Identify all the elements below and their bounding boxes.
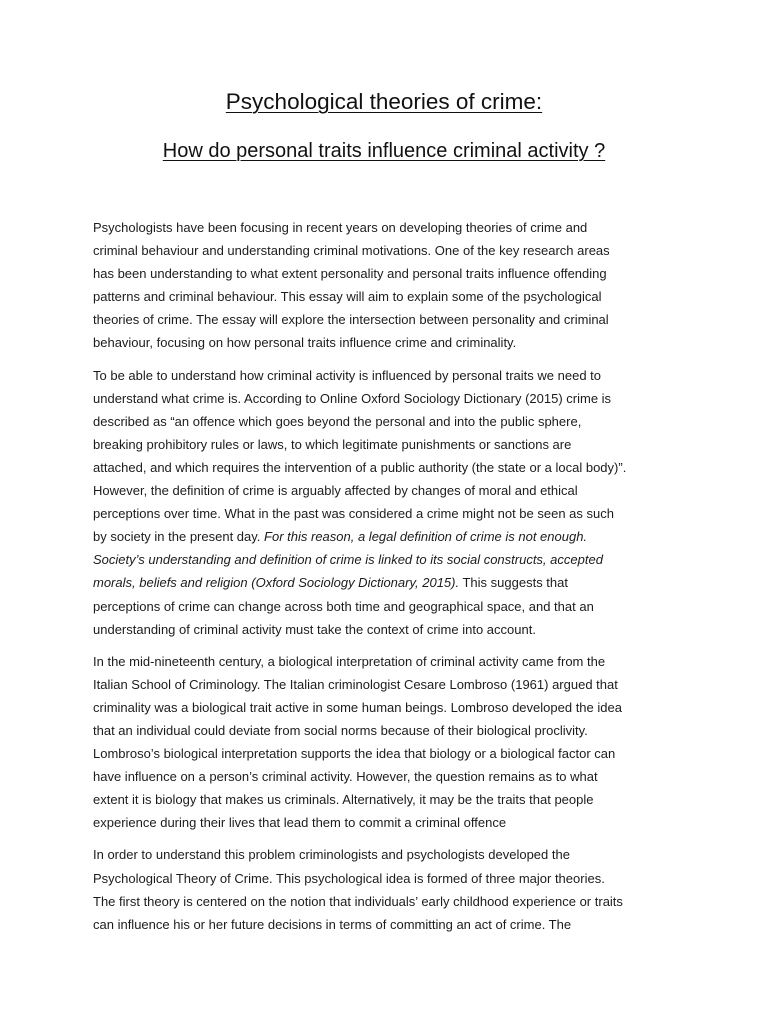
text-line [93,525,693,548]
text-segment: To be able to understand how criminal activity is influenced by personal traits we need to [93,367,602,383]
text-segment: Psychological Theory of Crime. This psychological idea is formed of three major theories. [93,870,605,886]
text-line [93,890,693,913]
text-segment: perceptions of crime can change across both time and geographical space, and that an [93,598,594,614]
text-segment: criminality was a biological trait active in some human beings. Lombroso developed the idea [93,699,622,715]
text-segment: perceptions over time. What in the past was considered a crime might not be seen as such [93,506,614,522]
text-segment: has been understanding to what extent personality and personal traits influence offending [93,266,607,282]
text-segment: This suggests that [459,575,568,591]
text-segment: In the mid-nineteenth century, a biological interpretation of criminal activity came from the [93,653,606,669]
text-line [93,308,693,331]
text-line [93,650,693,673]
text-segment: Lombroso’s biological interpretation supports the idea that biology or a biological factor can [93,746,616,762]
text-segment: described as “an offence which goes beyond the personal and into the public sphere, [93,413,582,429]
text-line [93,913,693,936]
text-line [93,456,693,479]
text-line [93,239,693,262]
text-line [93,595,693,618]
text-line [93,548,693,571]
text-segment: by society in the present day. [93,529,265,545]
paragraph [93,364,693,641]
text-segment: However, the definition of crime is arguably affected by changes of moral and ethical [93,483,578,499]
text-line [93,673,693,696]
text-line [93,285,693,308]
text-segment: understand what crime is. According to Online Oxford Sociology Dictionary (2015) crime is [93,390,612,406]
text-line [93,811,693,834]
paragraph [93,843,693,935]
text-line [93,867,693,890]
italic-text-segment: morals, beliefs and religion (Oxford Sociology Dictionary, 2015). [93,575,460,591]
text-segment: criminal behaviour and understanding criminal motivations. One of the key research areas [93,243,610,259]
text-segment: patterns and criminal behaviour. This essay will aim to explain some of the psychological [93,289,602,305]
text-line [93,262,693,285]
text-line [93,479,693,502]
text-segment: experience during their lives that lead them to commit a criminal offence [93,815,507,831]
text-line [93,765,693,788]
text-line [93,410,693,433]
text-line [93,571,693,594]
text-segment: behaviour, focusing on how personal traits influence crime and criminality. [93,335,517,351]
text-segment: attached, and which requires the intervention of a public authority (the state or a local body)”. [93,459,627,475]
document-body [93,216,693,945]
text-line [93,387,693,410]
text-segment: have influence on a person’s criminal activity. However, the question remains as to what [93,769,598,785]
paragraph [93,650,693,835]
text-segment: Italian School of Criminology. The Italian criminologist Cesare Lombroso (1961) argued that [93,676,618,692]
italic-text-segment: For this reason, a legal definition of crime is not enough. [264,529,588,545]
text-line [93,216,693,239]
text-line [93,433,693,456]
text-segment: understanding of criminal activity must take the context of crime into account. [93,621,536,637]
paragraph [93,216,693,355]
text-line [93,696,693,719]
text-segment: extent it is biology that makes us criminals. Alternatively, it may be the traits that people [93,792,594,808]
text-segment: theories of crime. The essay will explore the intersection between personality and criminal [93,312,609,328]
document-subtitle: How do personal traits influence criminal activity ? [162,140,606,162]
text-line [93,843,693,866]
text-line [93,788,693,811]
text-line [93,364,693,387]
text-segment: Psychologists have been focusing in recent years on developing theories of crime and [93,220,588,235]
text-line [93,719,693,742]
text-segment: breaking prohibitory rules or laws, to which legitimate punishments or sanctions are [93,436,572,452]
text-line [93,742,693,765]
document-title: Psychological theories of crime: [225,89,543,114]
text-line [93,331,693,354]
text-segment: In order to understand this problem criminologists and psychologists developed the [93,847,570,863]
text-segment: The first theory is centered on the notion that individuals’ early childhood experience or traits [93,893,623,909]
text-segment: can influence his or her future decisions in terms of committing an act of crime. The [93,916,572,932]
italic-text-segment: Society’s understanding and definition of crime is linked to its social constructs, accepted [93,552,603,568]
text-line [93,502,693,525]
text-line [93,618,693,641]
text-segment: that an individual could deviate from social norms because of their biological proclivity. [93,722,588,738]
